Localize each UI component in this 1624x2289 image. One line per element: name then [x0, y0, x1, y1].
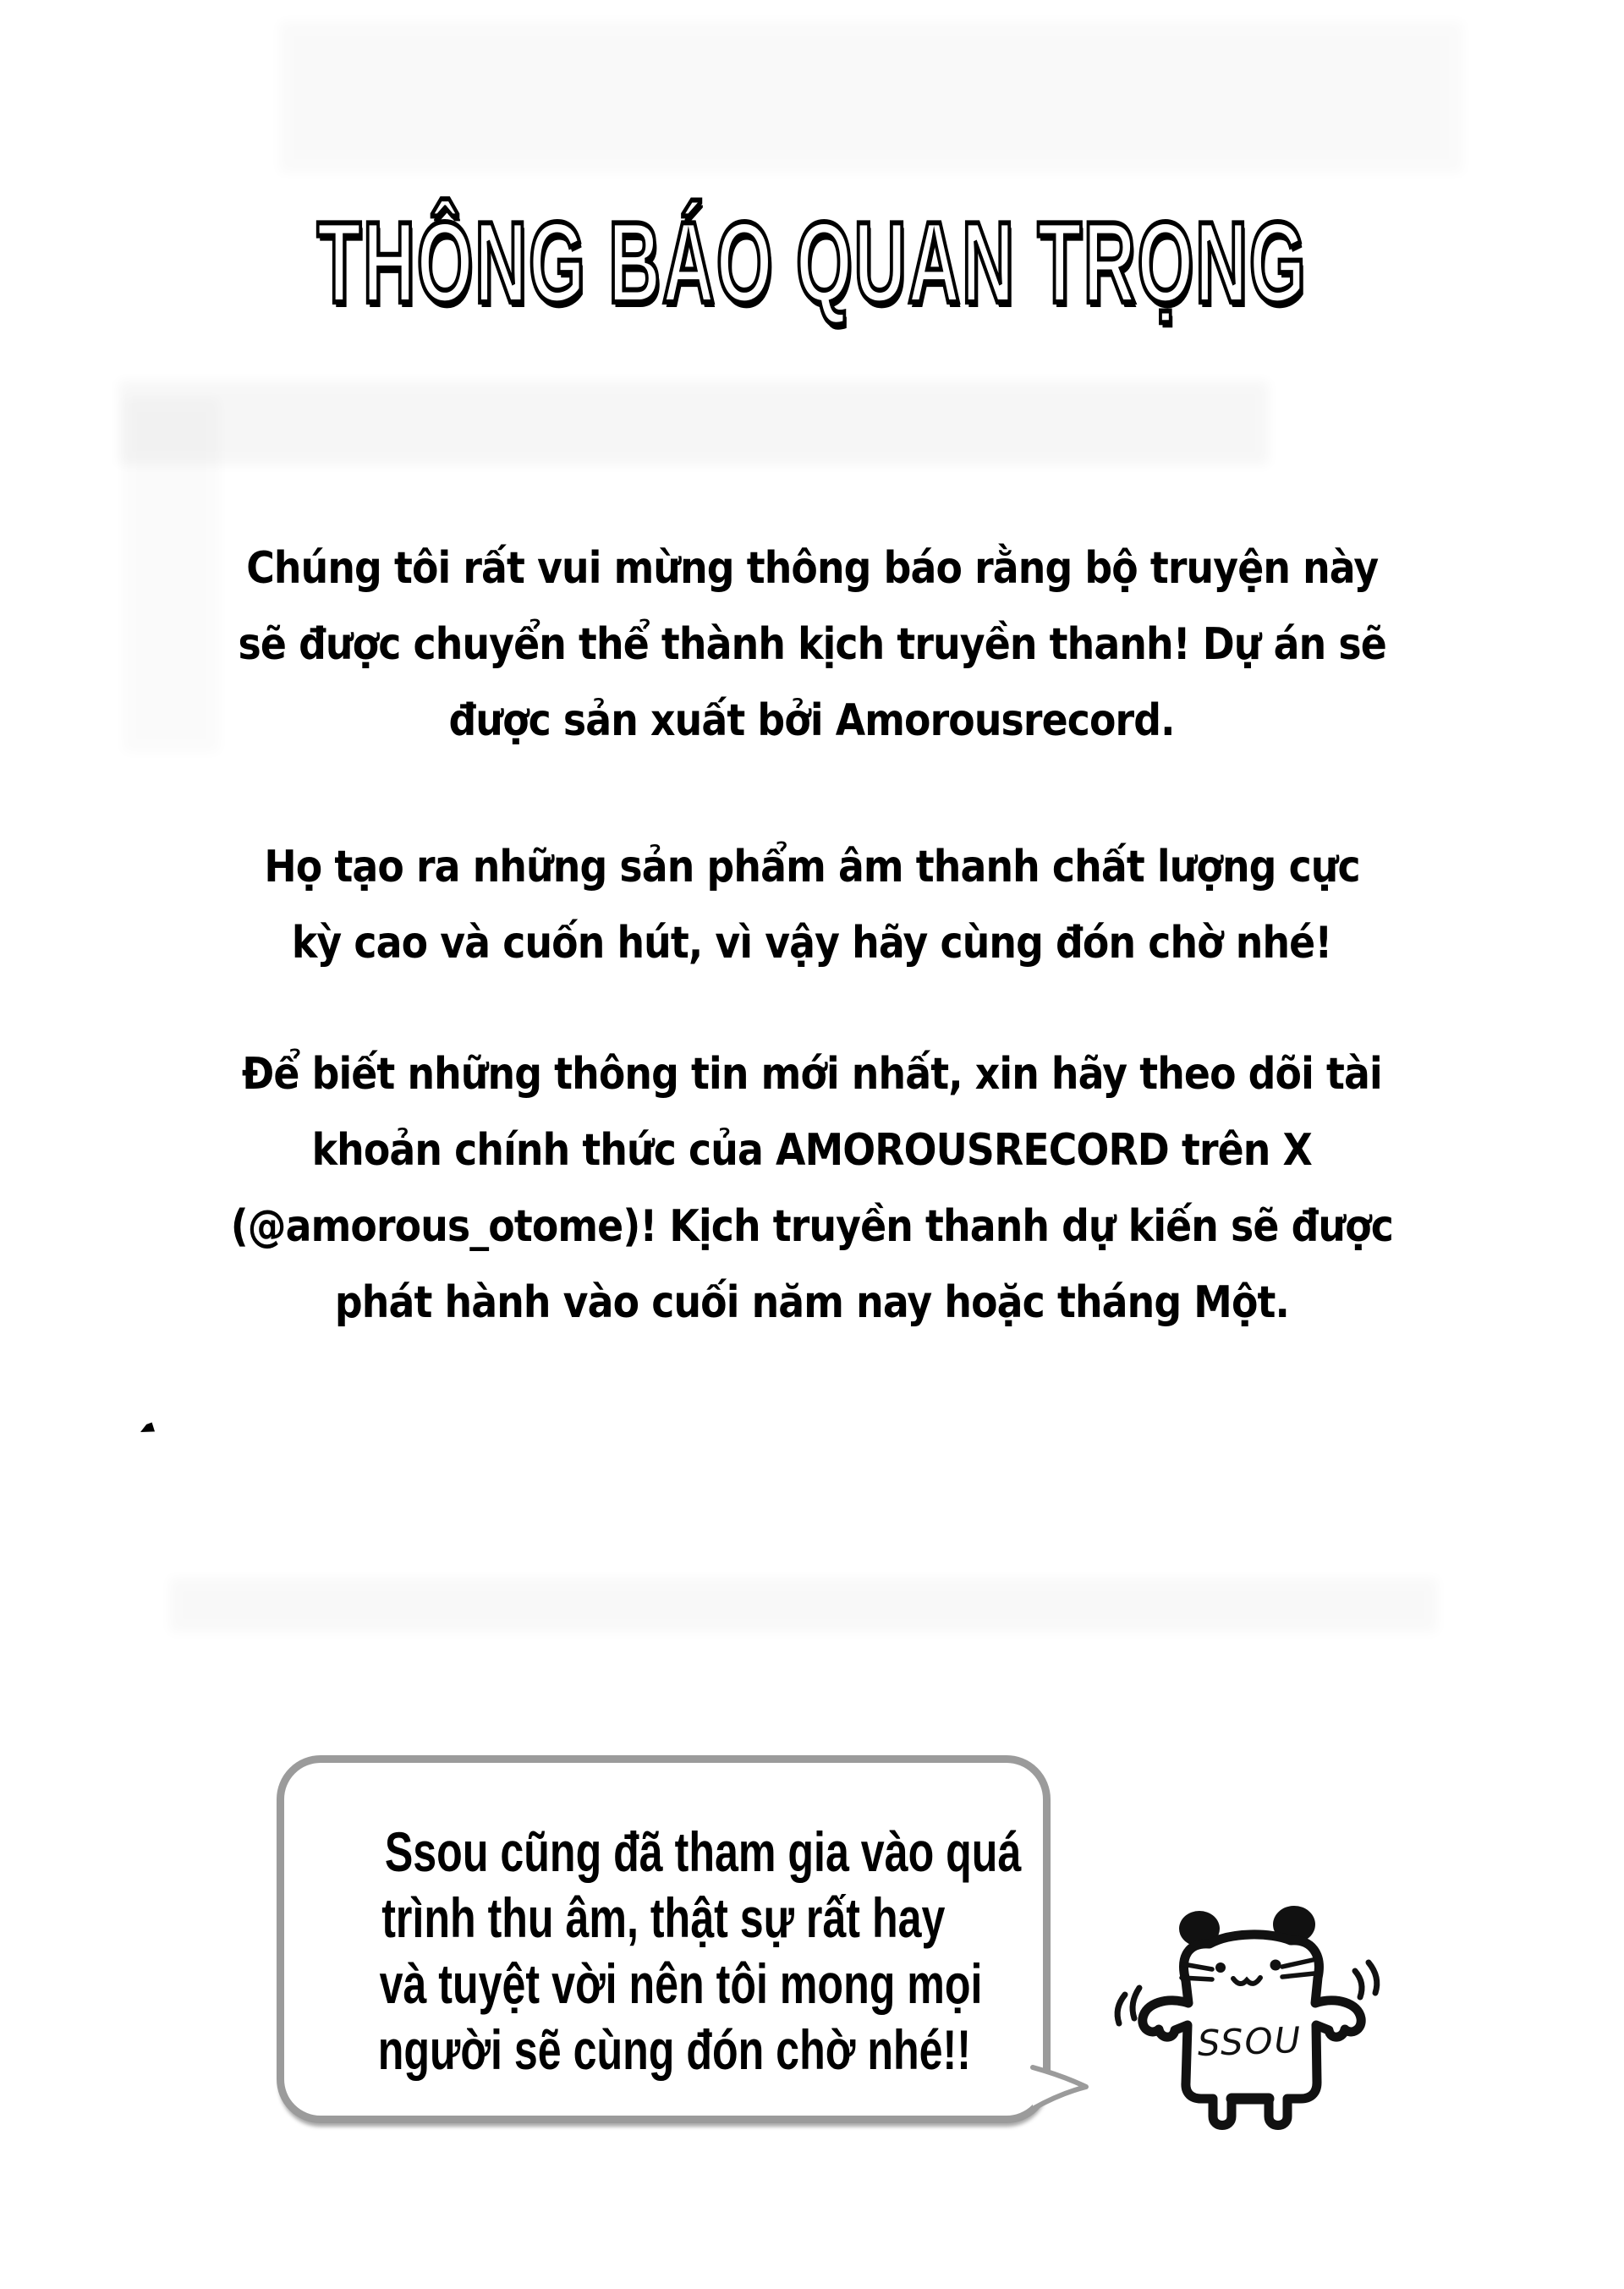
- speech-bubble-line-text: Ssou cũng đã tham gia vào quá: [384, 1820, 1022, 1883]
- paragraph-line-text: Để biết những thông tin mới nhất, xin hãy theo dõi tài: [242, 1049, 1382, 1100]
- speech-bubble: [277, 1755, 1051, 2123]
- speech-bubble-line: [284, 1951, 1043, 2017]
- scan-artifact-top: [279, 21, 1463, 173]
- page-title: [0, 196, 1624, 328]
- speech-bubble-line-text: trình thu âm, thật sự rất hay: [381, 1886, 946, 1949]
- motion-lines-right: [1355, 1962, 1377, 1997]
- mascot-label: SSOU: [1196, 2018, 1303, 2065]
- stray-ink-mark: [140, 1421, 155, 1432]
- speech-bubble-line-text: và tuyệt vời nên tôi mong mọi: [379, 1952, 983, 2015]
- cat-eye-right-icon: [1270, 1960, 1281, 1971]
- speech-bubble-line: [284, 1819, 1043, 1885]
- scan-artifact-erased-text-2: [169, 1578, 1438, 1633]
- paragraph-line: [0, 1188, 1624, 1265]
- paragraph-line: [0, 530, 1624, 607]
- paragraph-follow-info: [0, 1036, 1624, 1341]
- paragraph-quality: [0, 829, 1624, 981]
- speech-bubble-line-text: người sẽ cùng đón chờ nhé!!: [377, 2018, 971, 2081]
- motion-lines-left: [1117, 1988, 1139, 2023]
- paragraph-line-text: Chúng tôi rất vui mừng thông báo rằng bộ truyện này: [245, 543, 1379, 594]
- speech-bubble-line: [284, 1885, 1043, 1951]
- paragraph-line-text: được sản xuất bởi Amorousrecord.: [448, 695, 1176, 746]
- paragraph-line: [0, 1265, 1624, 1341]
- cat-eye-left-icon: [1215, 1962, 1226, 1973]
- paragraph-announcement: [0, 530, 1624, 759]
- paragraph-line: [0, 683, 1624, 759]
- paragraph-line-text: sẽ được chuyển thể thành kịch truyền thanh! Dự án sẽ: [238, 619, 1386, 670]
- speech-bubble-text: [284, 1819, 1043, 2083]
- paragraph-line: [0, 905, 1624, 981]
- paragraph-line: [0, 1112, 1624, 1188]
- paragraph-line: [0, 607, 1624, 683]
- page-title-text: THÔNG BÁO QUAN TRỌNG: [316, 198, 1308, 327]
- scan-artifact-erased-text: [118, 381, 1269, 465]
- paragraph-line-text: phát hành vào cuối năm nay hoặc tháng Một.: [334, 1277, 1290, 1328]
- paragraph-line-text: (@amorous_otome)! Kịch truyền thanh dự kiến sẽ được: [230, 1201, 1394, 1252]
- paragraph-line: [0, 1036, 1624, 1112]
- speech-bubble-tail: [1033, 2063, 1094, 2116]
- ssou-cat-mascot: [1100, 1893, 1396, 2138]
- paragraph-line: [0, 829, 1624, 905]
- paragraph-line-text: khoản chính thức của AMOROUSRECORD trên X: [311, 1125, 1313, 1176]
- paragraph-line-text: Họ tạo ra những sản phẩm âm thanh chất lượng cực: [264, 842, 1360, 892]
- speech-bubble-line: [284, 2017, 1043, 2083]
- paragraph-line-text: kỳ cao và cuốn hút, vì vậy hãy cùng đón chờ nhé!: [292, 918, 1332, 969]
